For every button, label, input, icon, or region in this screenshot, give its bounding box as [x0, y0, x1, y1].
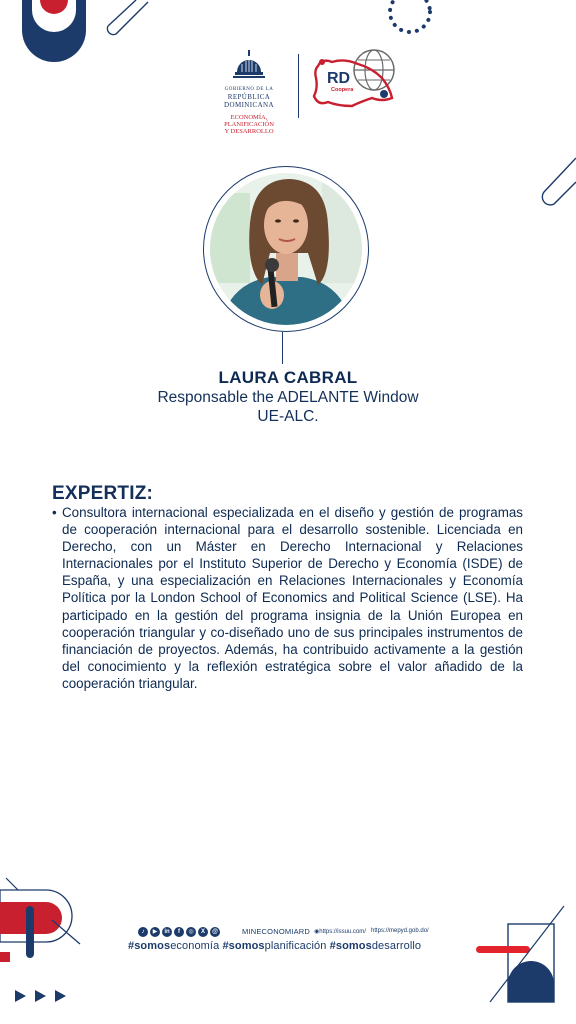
expertise-title: EXPERTIZ: — [52, 483, 154, 504]
issuu-url[interactable]: https://issuu.com/ — [319, 929, 366, 935]
social-handle[interactable]: MINECONOMIARD — [242, 927, 311, 936]
portrait-connector — [282, 332, 283, 364]
right-pill-decoration — [536, 156, 576, 212]
hashtag1-bold: #somos — [128, 940, 171, 952]
hashtag2-bold: #somos — [222, 940, 265, 952]
expertise-text: Consultora internacional especializada en el diseño y gestión de programas de cooperación internacional para el desarrollo sostenible. Licenciada en Derecho, con un Máster en Derecho Internacional y Relaciones Internacionales por el Instituto Superior de Derecho y Economía (ISDE) de España, y una especialización en Relaciones Internacionales y Economía Política por la London School of Economics and Political Science (LSE). Ha participado en la gestión del programa insignia de la Unión Europea en cooperación triangular y co-diseñado uno de sus principales instrumentos de financiación de proyectos. Además, ha contribuido activamente a la gestión del conocimiento y la reflexión estratégica sobre el valor añadido de la cooperación triangular. — [62, 505, 523, 691]
dotted-circle-decoration — [384, 0, 436, 40]
header-divider — [298, 54, 299, 118]
hashtag3-rest: desarrollo — [371, 940, 422, 952]
bottom-left-decoration — [0, 876, 90, 972]
bottom-right-decoration — [472, 904, 576, 1004]
gov-ministry — [206, 114, 292, 135]
gov-line1: GOBIERNO DE LA — [224, 87, 274, 92]
play-arrows — [15, 990, 66, 1002]
speaker-role-line1: Responsable the ADELANTE Window — [157, 389, 419, 406]
top-left-decoration — [0, 0, 110, 70]
speaker-photo — [210, 173, 362, 325]
gov-ministry-line2: Y DESARROLLO — [224, 128, 274, 135]
social-icons — [138, 926, 220, 938]
hashtag1-rest: economía — [170, 940, 220, 952]
rd-logo-sub: Coopera — [331, 87, 354, 93]
play-arrow-icon — [35, 990, 46, 1002]
mepyd-link[interactable]: https://mepyd.gob.do/ — [371, 928, 429, 934]
government-logo — [206, 50, 292, 135]
issuu-link[interactable] — [314, 928, 366, 935]
bullet: • — [52, 505, 57, 520]
speaker-name: LAURA CABRAL — [218, 368, 358, 387]
top-pill-decoration — [100, 0, 160, 40]
hashtag3-bold: #somos — [329, 940, 372, 952]
linkedin-icon[interactable]: in — [162, 927, 172, 937]
rd-logo-text: RD — [327, 70, 351, 87]
gov-line2: REPÚBLICA DOMINICANA — [224, 93, 274, 109]
rd-coopera-logo — [312, 48, 398, 114]
youtube-icon[interactable]: ▶ — [150, 927, 160, 937]
expertise-body — [52, 504, 523, 692]
play-arrow-icon — [15, 990, 26, 1002]
dome-icon — [229, 50, 269, 82]
tiktok-icon[interactable]: ♪ — [138, 927, 148, 937]
play-arrow-icon — [55, 990, 66, 1002]
speaker-role-line2: UE-ALC. — [257, 408, 319, 425]
issuu-icon: ◉ — [314, 929, 320, 935]
hashtags — [128, 940, 421, 952]
hashtag2-rest: planificación — [264, 940, 327, 952]
speaker-role — [0, 388, 576, 426]
facebook-icon[interactable]: f — [174, 927, 184, 937]
x-icon[interactable]: X — [198, 927, 208, 937]
threads-icon[interactable]: @ — [210, 927, 220, 937]
gov-ministry-line1: ECONOMÍA, PLANIFICACIÓN — [224, 114, 274, 128]
instagram-icon[interactable]: ◎ — [186, 927, 196, 937]
